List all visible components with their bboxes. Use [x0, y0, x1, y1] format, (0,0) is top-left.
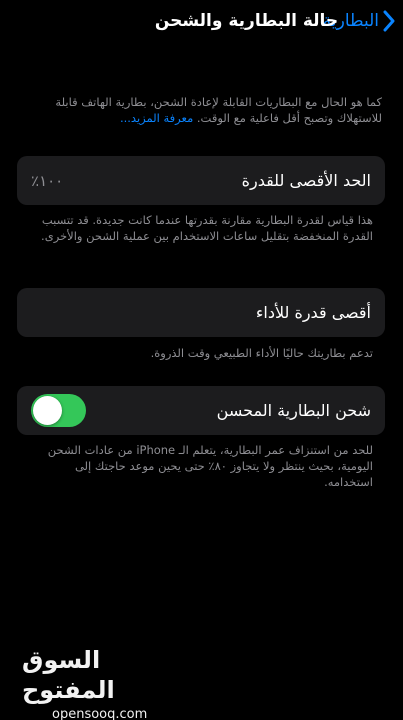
intro-text — [17, 94, 385, 126]
back-button-label: البطارية — [322, 11, 379, 31]
page-title: حالة البطارية والشحن — [154, 11, 339, 31]
max-capacity-row — [17, 156, 385, 205]
optimized-charging-row — [17, 386, 385, 435]
toggle-knob — [33, 396, 62, 425]
navigation-bar — [0, 0, 403, 46]
peak-performance-footnote: تدعم بطاريتك حاليًا الأداء الطبيعي وقت الذروة. — [150, 346, 373, 360]
optimized-charging-toggle[interactable] — [31, 394, 86, 427]
max-capacity-label: الحد الأقصى للقدرة — [241, 171, 371, 190]
peak-performance-row — [17, 288, 385, 337]
intro-description: كما هو الحال مع البطاريات القابلة لإعادة الشحن، بطارية الهاتف قابلة للاستهلاك وتصبح أقل فاعلية مع الوقت. — [55, 95, 382, 125]
max-capacity-footnote: هذا قياس لقدرة البطارية مقارنة بقدرتها عندما كانت جديدة. قد تتسبب القدرة المنخفضة بتقليل ساعات الاستخدام بين عملية الشحن والأخرى. — [41, 213, 373, 243]
watermark-arabic: السوق المفتوح — [22, 646, 115, 704]
optimized-charging-label: شحن البطارية المحسن — [216, 401, 371, 420]
watermark-english: opensooq.com — [52, 707, 148, 720]
optimized-charging-footnote: للحد من استنزاف عمر البطارية، يتعلم الـ iPhone من عادات الشحن اليومية، بحيث ينتظر ولا يتجاوز ٨٠٪ حتى يحين موعد حاجتك إلى استخدامه. — [47, 443, 373, 489]
learn-more-link[interactable]: معرفة المزيد... — [119, 111, 194, 125]
max-capacity-value: ١٠٠٪ — [31, 171, 64, 190]
peak-performance-label: أقصى قدرة للأداء — [255, 303, 371, 322]
opensooq-watermark — [22, 645, 182, 720]
